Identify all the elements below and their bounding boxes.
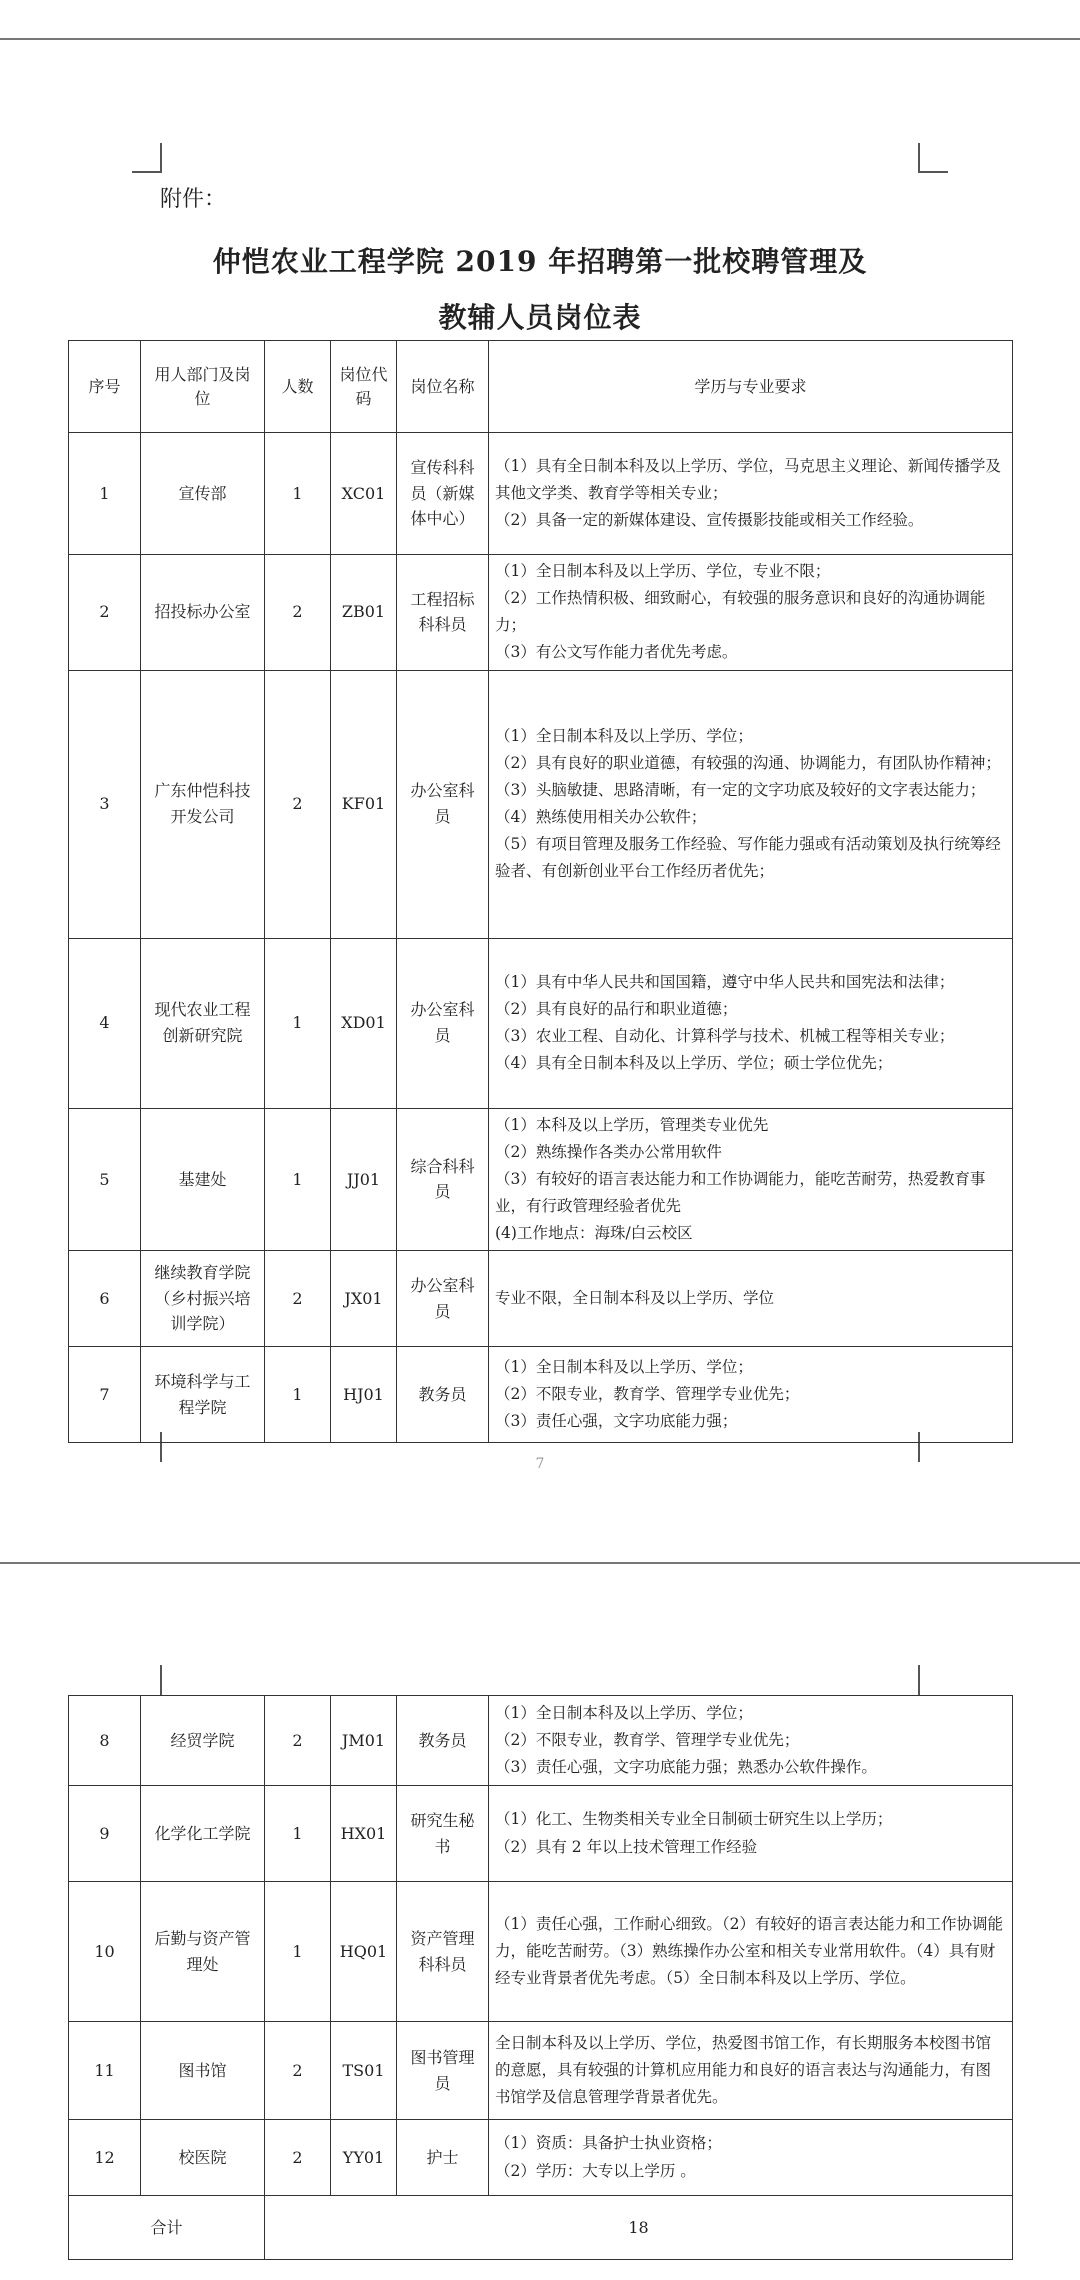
row-position-name: 工程招标科科员 (397, 555, 489, 671)
document-title-line1: 仲恺农业工程学院 2019 年招聘第一批校聘管理及 (212, 245, 868, 278)
row-number: 7 (69, 1347, 141, 1443)
row-dept: 化学化工学院 (141, 1786, 265, 1882)
crop-mark (918, 171, 948, 173)
table-row (69, 1786, 1013, 1882)
row-position-name: 教务员 (397, 1347, 489, 1443)
row-dept: 宣传部 (141, 433, 265, 555)
row-code: HQ01 (331, 1882, 397, 2022)
row-number: 3 (69, 670, 141, 938)
row-code: YY01 (331, 2120, 397, 2196)
attachment-label: 附件： (160, 187, 227, 212)
requirement-line: （1）具有中华人民共和国国籍，遵守中华人民共和国宪法和法律； (495, 972, 955, 991)
row-number: 11 (69, 2022, 141, 2120)
row-dept: 继续教育学院（乡村振兴培训学院） (141, 1251, 265, 1347)
row-count: 2 (265, 1696, 331, 1786)
row-number: 6 (69, 1251, 141, 1347)
row-requirements (489, 1251, 1013, 1347)
page-break-separator (0, 1562, 1080, 1564)
row-number: 1 (69, 433, 141, 555)
row-count: 1 (265, 1882, 331, 2022)
row-dept: 经贸学院 (141, 1696, 265, 1786)
row-code: JJ01 (331, 1108, 397, 1251)
header-code: 岗位代码 (331, 341, 397, 433)
table-row (69, 2022, 1013, 2120)
requirement-line: （1）本科及以上学历，管理类专业优先 (495, 1115, 769, 1134)
row-code: ZB01 (331, 555, 397, 671)
requirement-line: （3）责任心强，文字功底能力强；熟悉办公软件操作。 (495, 1758, 877, 1777)
requirement-line: (4)工作地点：海珠/白云校区 (495, 1224, 693, 1242)
row-count: 1 (265, 1108, 331, 1251)
row-count: 2 (265, 1251, 331, 1347)
row-count: 1 (265, 433, 331, 555)
row-count: 1 (265, 1786, 331, 1882)
row-code: KF01 (331, 670, 397, 938)
requirement-line: （1）责任心强，工作耐心细致。（2）有较好的语言表达能力和工作协调能力，能吃苦耐劳。（3）熟练操作办公室和相关专业常用软件。（4）具有财经专业背景者优先考虑。（5）全日制本科及以上学历、学位。 (495, 1914, 1003, 1988)
crop-mark (918, 1665, 920, 1695)
row-requirements (489, 1347, 1013, 1443)
row-code: JX01 (331, 1251, 397, 1347)
row-number: 2 (69, 555, 141, 671)
requirement-line: （1）全日制本科及以上学历、学位，专业不限； (495, 562, 831, 580)
table-row (69, 1882, 1013, 2022)
page-number: 7 (535, 1456, 545, 1472)
crop-mark (160, 143, 162, 173)
requirement-line: （1）资质：具备护士执业资格； (495, 2134, 722, 2153)
requirement-line: （1）化工、生物类相关专业全日制硕士研究生以上学历； (495, 1810, 893, 1829)
row-requirements (489, 2120, 1013, 2196)
row-number: 8 (69, 1696, 141, 1786)
crop-mark (132, 171, 162, 173)
row-requirements (489, 433, 1013, 555)
row-count: 2 (265, 2022, 331, 2120)
row-count: 2 (265, 555, 331, 671)
header-name: 岗位名称 (397, 341, 489, 433)
requirement-line: （3）农业工程、自动化、计算科学与技术、机械工程等相关专业； (495, 1027, 955, 1045)
row-code: XC01 (331, 433, 397, 555)
row-count: 2 (265, 670, 331, 938)
row-count: 1 (265, 1347, 331, 1443)
requirement-line: （2）工作热情积极、细致耐心，有较强的服务意识和良好的沟通协调能力； (495, 589, 986, 635)
requirement-line: （2）具备一定的新媒体建设、宣传摄影技能或相关工作经验。 (495, 511, 924, 530)
total-label: 合计 (69, 2196, 265, 2260)
requirement-line: （3）责任心强，文字功底能力强； (495, 1412, 738, 1431)
requirement-line: （1）全日制本科及以上学历、学位； (495, 726, 753, 745)
header-dept: 用人部门及岗位 (141, 341, 265, 433)
row-requirements (489, 2022, 1013, 2120)
table-row (69, 938, 1013, 1108)
row-number: 9 (69, 1786, 141, 1882)
row-requirements (489, 1696, 1013, 1786)
row-code: TS01 (331, 2022, 397, 2120)
row-position-name: 办公室科员 (397, 1251, 489, 1347)
table-row (69, 433, 1013, 555)
row-dept: 环境科学与工程学院 (141, 1347, 265, 1443)
requirement-line: （2）具有 2 年以上技术管理工作经验 (495, 1837, 758, 1856)
requirement-line: （2）不限专业，教育学、管理学专业优先； (495, 1730, 800, 1749)
row-dept: 校医院 (141, 2120, 265, 2196)
row-code: HJ01 (331, 1347, 397, 1443)
document-title-line2: 教辅人员岗位表 (438, 301, 642, 334)
row-number: 10 (69, 1882, 141, 2022)
row-dept: 基建处 (141, 1108, 265, 1251)
row-position-name: 图书管理员 (397, 2022, 489, 2120)
row-number: 5 (69, 1108, 141, 1251)
header-count: 人数 (265, 341, 331, 433)
table-row (69, 1251, 1013, 1347)
header-no: 序号 (69, 341, 141, 433)
row-dept: 广东仲恺科技开发公司 (141, 670, 265, 938)
row-code: HX01 (331, 1786, 397, 1882)
header-req: 学历与专业要求 (489, 341, 1013, 433)
row-position-name: 办公室科员 (397, 938, 489, 1108)
requirement-line: （1）具有全日制本科及以上学历、学位，马克思主义理论、新闻传播学及其他文学类、教育学等相关专业； (495, 456, 1001, 502)
row-position-name: 护士 (397, 2120, 489, 2196)
page-top-separator (0, 38, 1080, 40)
requirement-line: （4）具有全日制本科及以上学历、学位；硕士学位优先； (495, 1054, 893, 1073)
table-row (69, 555, 1013, 671)
row-requirements (489, 555, 1013, 671)
row-position-name: 办公室科员 (397, 670, 489, 938)
row-number: 4 (69, 938, 141, 1108)
crop-mark (918, 143, 920, 173)
requirement-line: （2）熟练操作各类办公常用软件 (495, 1142, 722, 1161)
row-code: XD01 (331, 938, 397, 1108)
requirement-line: （2）具有良好的职业道德，有较强的沟通、协调能力，有团队协作精神； (495, 753, 1001, 772)
table-row (69, 1108, 1013, 1251)
row-dept: 后勤与资产管理处 (141, 1882, 265, 2022)
row-position-name: 宣传科科员（新媒体中心） (397, 433, 489, 555)
row-position-name: 教务员 (397, 1696, 489, 1786)
table-row (69, 1696, 1013, 1786)
row-position-name: 综合科科员 (397, 1108, 489, 1251)
table-row (69, 670, 1013, 938)
row-dept: 现代农业工程创新研究院 (141, 938, 265, 1108)
row-number: 12 (69, 2120, 141, 2196)
requirement-line: （4）熟练使用相关办公软件； (495, 808, 707, 826)
row-requirements (489, 1108, 1013, 1251)
requirement-line: （3）有较好的语言表达能力和工作协调能力，能吃苦耐劳，热爱教育事业，有行政管理经验者优先 (495, 1169, 986, 1215)
positions-table-page1 (68, 340, 1013, 1443)
row-count: 2 (265, 2120, 331, 2196)
row-code: JM01 (331, 1696, 397, 1786)
row-requirements (489, 1882, 1013, 2022)
requirement-line: （1）全日制本科及以上学历、学位； (495, 1357, 753, 1376)
requirement-line: （3）头脑敏捷、思路清晰，有一定的文字功底及较好的文字表达能力； (495, 780, 986, 799)
requirement-line: （2）学历：大专以上学历 。 (495, 2161, 696, 2180)
requirement-line: （2）不限专业，教育学、管理学专业优先； (495, 1385, 800, 1404)
positions-table-page2 (68, 1695, 1013, 2260)
requirement-line: （2）具有良好的品行和职业道德； (495, 999, 738, 1018)
row-count: 1 (265, 938, 331, 1108)
total-value: 18 (265, 2196, 1013, 2260)
row-position-name: 资产管理科科员 (397, 1882, 489, 2022)
row-requirements (489, 938, 1013, 1108)
table-row (69, 2120, 1013, 2196)
crop-mark (160, 1665, 162, 1695)
requirement-line: （3）有公文写作能力者优先考虑。 (495, 643, 738, 662)
requirement-line: 全日制本科及以上学历、学位，热爱图书馆工作，有长期服务本校图书馆的意愿，具有较强的计算机应用能力和良好的语言表达与沟通能力，有图书馆学及信息管理学背景者优先。 (495, 2033, 992, 2107)
row-dept: 图书馆 (141, 2022, 265, 2120)
row-requirements (489, 670, 1013, 938)
requirement-line: （1）全日制本科及以上学历、学位； (495, 1703, 753, 1722)
row-dept: 招投标办公室 (141, 555, 265, 671)
requirement-line: 专业不限，全日制本科及以上学历、学位 (495, 1289, 775, 1308)
requirement-line: （5）有项目管理及服务工作经验、写作能力强或有活动策划及执行统筹经验者、有创新创业平台工作经历者优先； (495, 835, 1001, 881)
table-row (69, 1347, 1013, 1443)
row-position-name: 研究生秘书 (397, 1786, 489, 1882)
row-requirements (489, 1786, 1013, 1882)
